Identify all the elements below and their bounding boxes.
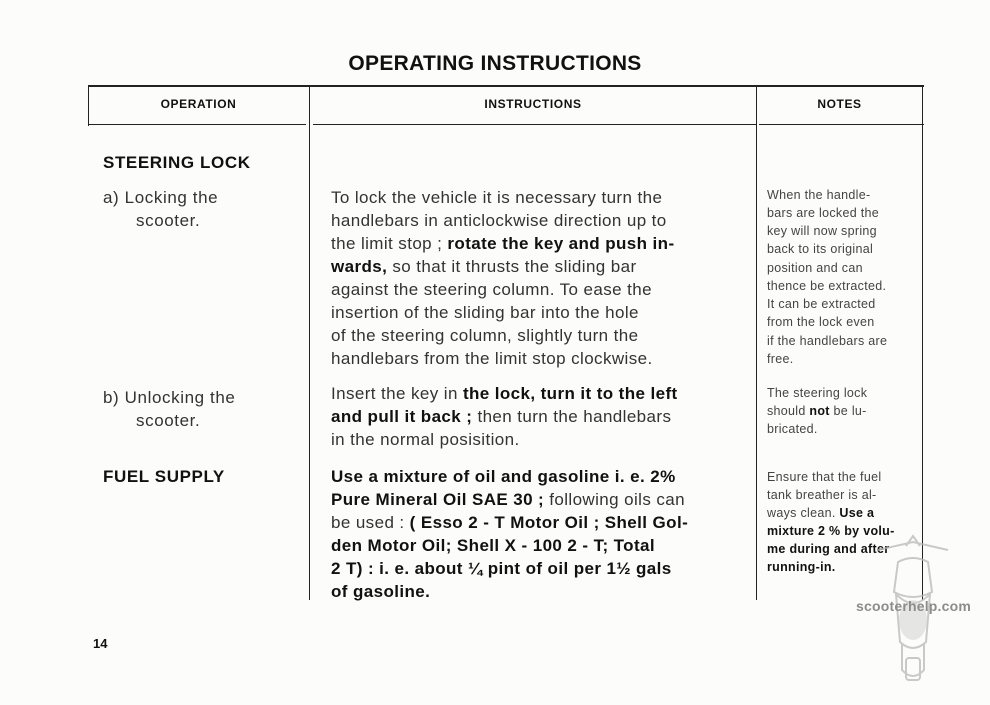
note-text: ways clean. [767, 506, 840, 520]
instruction-locking-line-2: handlebars in anticlockwise direction up to [331, 211, 667, 230]
instruction-locking-line-1: To lock the vehicle it is necessary turn the [331, 188, 663, 207]
note-emphasis: mixture 2 % by volu- [767, 524, 895, 538]
note-emphasis: running-in. [767, 560, 836, 574]
column-divider-right-edge [922, 86, 923, 600]
instruction-emphasis: wards, [331, 257, 388, 276]
note-locking-line-9: if the handlebars are [767, 334, 888, 348]
instruction-fuel-line-5 [331, 557, 672, 580]
header-underline-operation [88, 124, 306, 125]
operation-unlocking-line-1: b) Unlocking the [103, 388, 236, 407]
operation-unlocking-line-2: scooter. [136, 411, 201, 430]
instruction-text: Insert the key in [331, 384, 463, 403]
note-locking-line-6: thence be extracted. [767, 279, 887, 293]
note-locking-line-5: position and can [767, 261, 863, 275]
note-fuel-line-3 [767, 504, 874, 522]
note-unlocking-line-1: The steering lock [767, 386, 868, 400]
column-divider-2 [756, 86, 757, 600]
instruction-text: the limit stop ; [331, 234, 448, 253]
instruction-text: then turn the handlebars [472, 407, 672, 426]
instruction-emphasis: ( Esso 2 - T Motor Oil ; Shell Gol- [409, 513, 689, 532]
instruction-text: be used : [331, 513, 410, 532]
instruction-locking-line-7: of the steering column, slightly turn the [331, 326, 639, 345]
instruction-locking-line-4 [331, 255, 637, 278]
instruction-emphasis: and pull it back ; [331, 407, 473, 426]
instruction-emphasis: den Motor Oil; Shell X - 100 2 - T; Total [331, 536, 656, 555]
header-underline-instructions [313, 124, 756, 125]
note-locking-line-2: bars are locked the [767, 206, 880, 220]
column-header-instructions: INSTRUCTIONS [484, 97, 582, 111]
instruction-locking-line-8: handlebars from the limit stop clockwise. [331, 349, 653, 368]
instruction-emphasis: 2 T) : i. e. about ¼ pint of oil per 1½ gals [331, 559, 672, 578]
table-top-rule [88, 85, 924, 87]
note-text: should [767, 404, 810, 418]
page-title: OPERATING INSTRUCTIONS [348, 52, 642, 75]
note-locking-line-1: When the handle- [767, 188, 871, 202]
section-heading-steering-lock: STEERING LOCK [103, 153, 251, 172]
note-locking-line-4: back to its original [767, 242, 874, 256]
instruction-emphasis: the lock, turn it to the left [462, 384, 678, 403]
note-text: be lu- [829, 404, 867, 418]
note-locking-line-10: free. [767, 352, 794, 366]
instruction-unlocking-line-3: in the normal posisition. [331, 430, 520, 449]
instruction-emphasis: of gasoline. [331, 582, 431, 601]
instruction-emphasis: rotate the key and push in- [447, 234, 675, 253]
instruction-unlocking-line-2 [331, 405, 671, 428]
section-heading-fuel-supply: FUEL SUPPLY [103, 467, 225, 486]
header-underline-notes [759, 124, 924, 125]
note-emphasis: not [809, 404, 830, 418]
note-locking-line-7: It can be extracted [767, 297, 876, 311]
instruction-text: following oils can [544, 490, 685, 509]
instruction-locking-line-5: against the steering column. To ease the [331, 280, 652, 299]
operation-locking-line-1: a) Locking the [103, 188, 219, 207]
page-number: 14 [93, 636, 108, 651]
operation-locking-line-2: scooter. [136, 211, 201, 230]
instruction-fuel-line-2 [331, 488, 685, 511]
instruction-fuel-line-4 [331, 534, 655, 557]
note-fuel-line-1: Ensure that the fuel [767, 470, 882, 484]
note-locking-line-8: from the lock even [767, 315, 875, 329]
instruction-locking-line-6: insertion of the sliding bar into the hole [331, 303, 639, 322]
instruction-text: so that it thrusts the sliding bar [387, 257, 637, 276]
note-unlocking-line-3: bricated. [767, 422, 818, 436]
note-emphasis: me during and after [767, 542, 890, 556]
instruction-fuel-line-6 [331, 580, 430, 603]
note-locking-line-3: key will now spring [767, 224, 877, 238]
note-fuel-line-2: tank breather is al- [767, 488, 877, 502]
note-fuel-line-6 [767, 558, 836, 576]
instruction-fuel-line-3 [331, 511, 688, 534]
instruction-emphasis: Use a mixture of oil and gasoline i. e. 2% [331, 467, 676, 486]
note-emphasis: Use a [839, 506, 875, 520]
note-unlocking-line-2 [767, 402, 867, 420]
instruction-emphasis: Pure Mineral Oil SAE 30 ; [331, 490, 545, 509]
column-header-operation: OPERATION [160, 97, 237, 111]
instruction-locking-line-3 [331, 232, 675, 255]
watermark: scooterhelp.com [856, 598, 972, 614]
instruction-fuel-line-1 [331, 465, 676, 488]
column-divider-1 [309, 86, 310, 600]
column-header-notes: NOTES [817, 97, 862, 111]
instruction-unlocking-line-1 [331, 382, 678, 405]
